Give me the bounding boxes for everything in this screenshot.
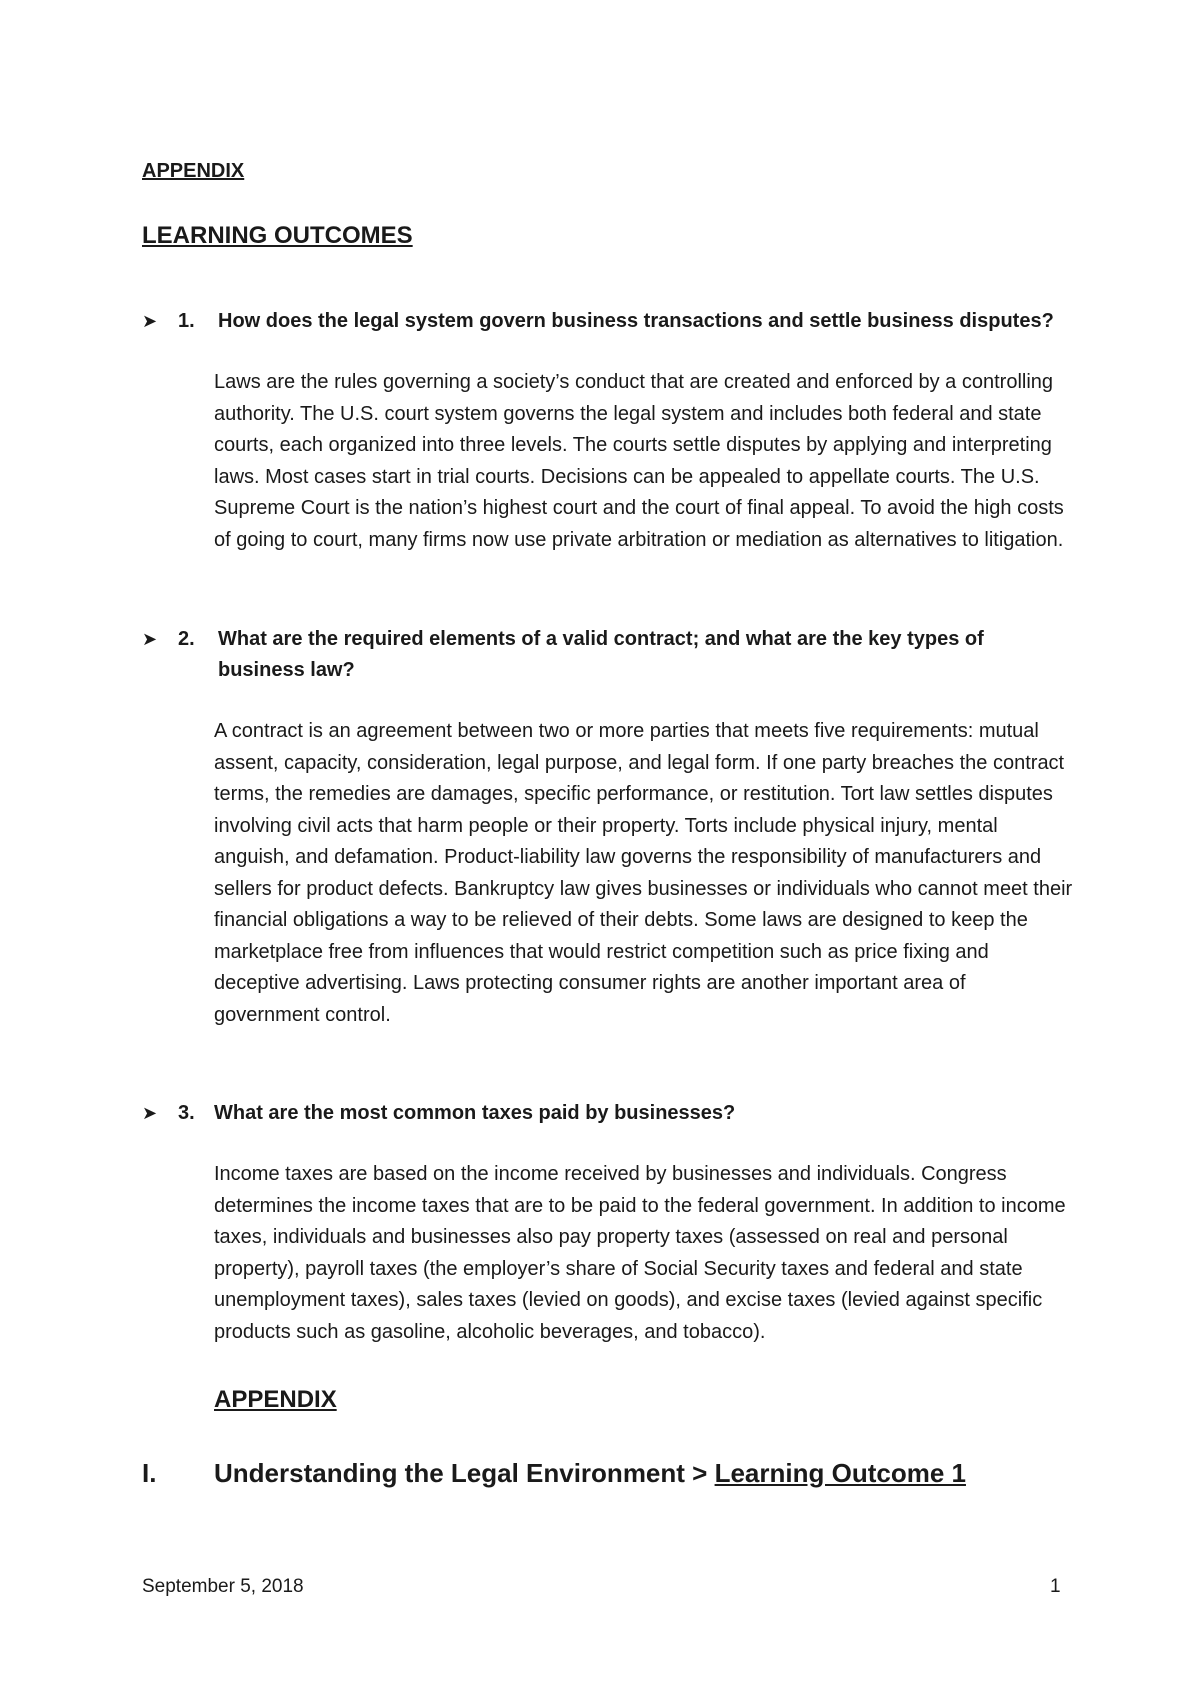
outcome-number: 3. [178,1102,195,1124]
appendix-section-label: APPENDIX [214,1386,337,1413]
outcome-item [142,624,1072,1031]
section-numeral: I. [142,1458,157,1488]
outcome-answer: Income taxes are based on the income received by businesses and individuals. Congress determines the income taxes that are to be paid to the federal government. In addition to income taxes, individuals and businesses also pay property taxes (assessed on real and personal property), payroll taxes (the employer’s share of Social Security taxes and federal and state unemployment taxes), sales taxes (levied on goods), and excise taxes (levied against specific products such as gasoline, alcoholic beverages, and tobacco). [214,1163,1066,1343]
footer-date: September 5, 2018 [142,1576,304,1597]
appendix-label: APPENDIX [142,160,245,182]
section-title: Understanding the Legal Environment > [214,1458,708,1488]
outcome-item [142,1098,1072,1348]
section-title-wrapper [214,1458,966,1489]
outcome-question: What are the most common taxes paid by businesses? [214,1102,736,1124]
outcome-question: How does the legal system govern business transactions and settle business disputes? [218,310,1054,332]
outcome-question-line [142,1098,1072,1129]
arrow-bullet-icon: ➤ [142,629,158,649]
outcome-question-line [142,624,1072,686]
footer-page-number: 1 [1050,1576,1061,1597]
arrow-bullet-icon: ➤ [142,1103,158,1123]
arrow-bullet-icon: ➤ [142,311,158,331]
outcome-question: What are the required elements of a valid contract; and what are the key types of business law? [218,628,984,681]
outcome-number: 1. [178,310,195,332]
outcome-answer: Laws are the rules governing a society’s conduct that are created and enforced by a controlling authority. The U.S. court system governs the legal system and includes both federal and state courts, each organized into three levels. The courts settle disputes by applying and interpreting laws. Most cases start in trial courts. Decisions can be appealed to appellate courts. The U.S. Supreme Court is the nation’s highest court and the court of final appeal. To avoid the high costs of going to court, many firms now use private arbitration or mediation as alternatives to litigation. [214,371,1064,551]
learning-outcome-link[interactable]: Learning Outcome 1 [714,1458,966,1488]
outcome-answer: A contract is an agreement between two or more parties that meets five requirements: mutual assent, capacity, consideration, legal purpose, and legal form. If one party breaches the contract terms, the remedies are damages, specific performance, or restitution. Tort law settles disputes involving civil acts that harm people or their property. Torts include physical injury, mental anguish, and defamation. Product-liability law governs the responsibility of manufacturers and sellers for product defects. Bankruptcy law gives businesses or individuals who cannot meet their financial obligations a way to be relieved of their debts. Some laws are designed to keep the marketplace free from influences that would restrict competition such as price fixing and deceptive advertising. Laws protecting consumer rights are another important area of government control. [214,720,1073,1026]
learning-outcomes-title: LEARNING OUTCOMES [142,222,413,249]
outcome-question-line [142,306,1072,337]
outcome-number: 2. [178,628,195,650]
outcome-item [142,306,1072,556]
